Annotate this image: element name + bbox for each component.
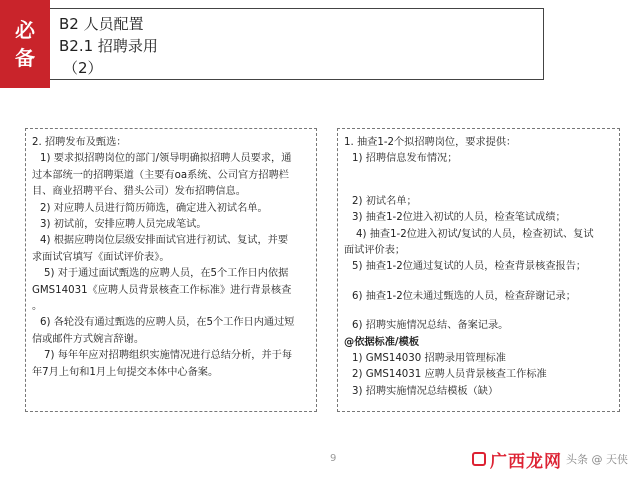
text-line: 5) 对于通过面试甄选的应聘人员，在5个工作日内依据 <box>44 268 289 280</box>
text-line: 6) 各轮没有通过甄选的应聘人员，在5个工作日内通过短 <box>40 317 295 329</box>
text-line: 5) 抽查1-2位通过复试的人员，检查背景核查报告； <box>352 261 587 273</box>
text-line: 求面试官填写《面试评价表》。 <box>32 251 170 263</box>
watermark <box>472 446 628 472</box>
badge-char-2: 备 <box>15 46 35 70</box>
page-number: 9 <box>330 453 337 464</box>
text-line: 1. 抽查1-2个拟招聘岗位，要求提供： <box>344 137 517 148</box>
text-line: 1) 要求拟招聘岗位的部门/领导明确拟招聘人员要求，通 <box>40 153 292 165</box>
text-line: 3) 初试前，安排应聘人员完成笔试。 <box>40 219 207 231</box>
header-line-3: （2） <box>63 59 103 77</box>
badge-char-1: 必 <box>15 18 35 42</box>
header-line-1: B2 人员配置 <box>59 15 144 33</box>
text-line: 1) GMS14030 招聘录用管理标准 <box>352 353 506 365</box>
text-line: 2) 对应聘人员进行简历筛选，确定进入初试名单。 <box>40 202 268 214</box>
standards-heading: @依据标准/模板 <box>344 336 420 348</box>
text-line: 。 <box>32 301 43 313</box>
text-line: 4) 根据应聘岗位层级安排面试官进行初试、复试，并要 <box>40 235 289 247</box>
text-line: 7) 每年年应对招聘组织实施情况进行总结分析，并于每 <box>44 350 293 362</box>
watermark-logo-icon <box>472 452 486 466</box>
process-description-box <box>25 128 317 412</box>
text-line: 2) GMS14031 应聘人员背景核查工作标准 <box>352 369 547 381</box>
audit-checklist-box <box>337 128 620 412</box>
section-badge <box>0 0 50 88</box>
text-line: 目、商业招聘平台、猎头公司）发布招聘信息。 <box>32 186 246 198</box>
watermark-sub: 头条 @ 天侠 <box>566 453 628 466</box>
header-line-2: B2.1 招聘录用 <box>59 37 158 55</box>
text-line: 信或邮件方式婉言辞谢。 <box>32 333 145 345</box>
text-line: 4) 抽查1-2位进入初试/复试的人员，检查初试、复试 <box>356 228 594 240</box>
text-line: 2) 初试名单； <box>352 195 417 207</box>
text-line: 年7月上旬和1月上旬提交本体中心备案。 <box>32 366 219 378</box>
text-line: 6) 招聘实施情况总结、备案记录。 <box>352 320 509 332</box>
text-line: 1) 招聘信息发布情况； <box>352 153 458 165</box>
watermark-text: 广西龙网 <box>490 451 562 472</box>
text-line: 2. 招聘发布及甄选： <box>32 137 127 148</box>
section-header <box>50 8 544 80</box>
text-line: 面试评价表； <box>344 245 406 257</box>
text-line: 6) 抽查1-2位未通过甄选的人员，检查辞谢记录； <box>352 290 576 302</box>
text-line: 3) 招聘实施情况总结模板（缺） <box>352 385 499 397</box>
text-line: 3) 抽查1-2位进入初试的人员，检查笔试成绩； <box>352 212 566 224</box>
text-line: GMS14031《应聘人员背景核查工作标准》进行背景核查 <box>32 284 292 296</box>
text-line: 过本部统一的招聘渠道（主要有oa系统、公司官方招聘栏 <box>32 169 289 181</box>
